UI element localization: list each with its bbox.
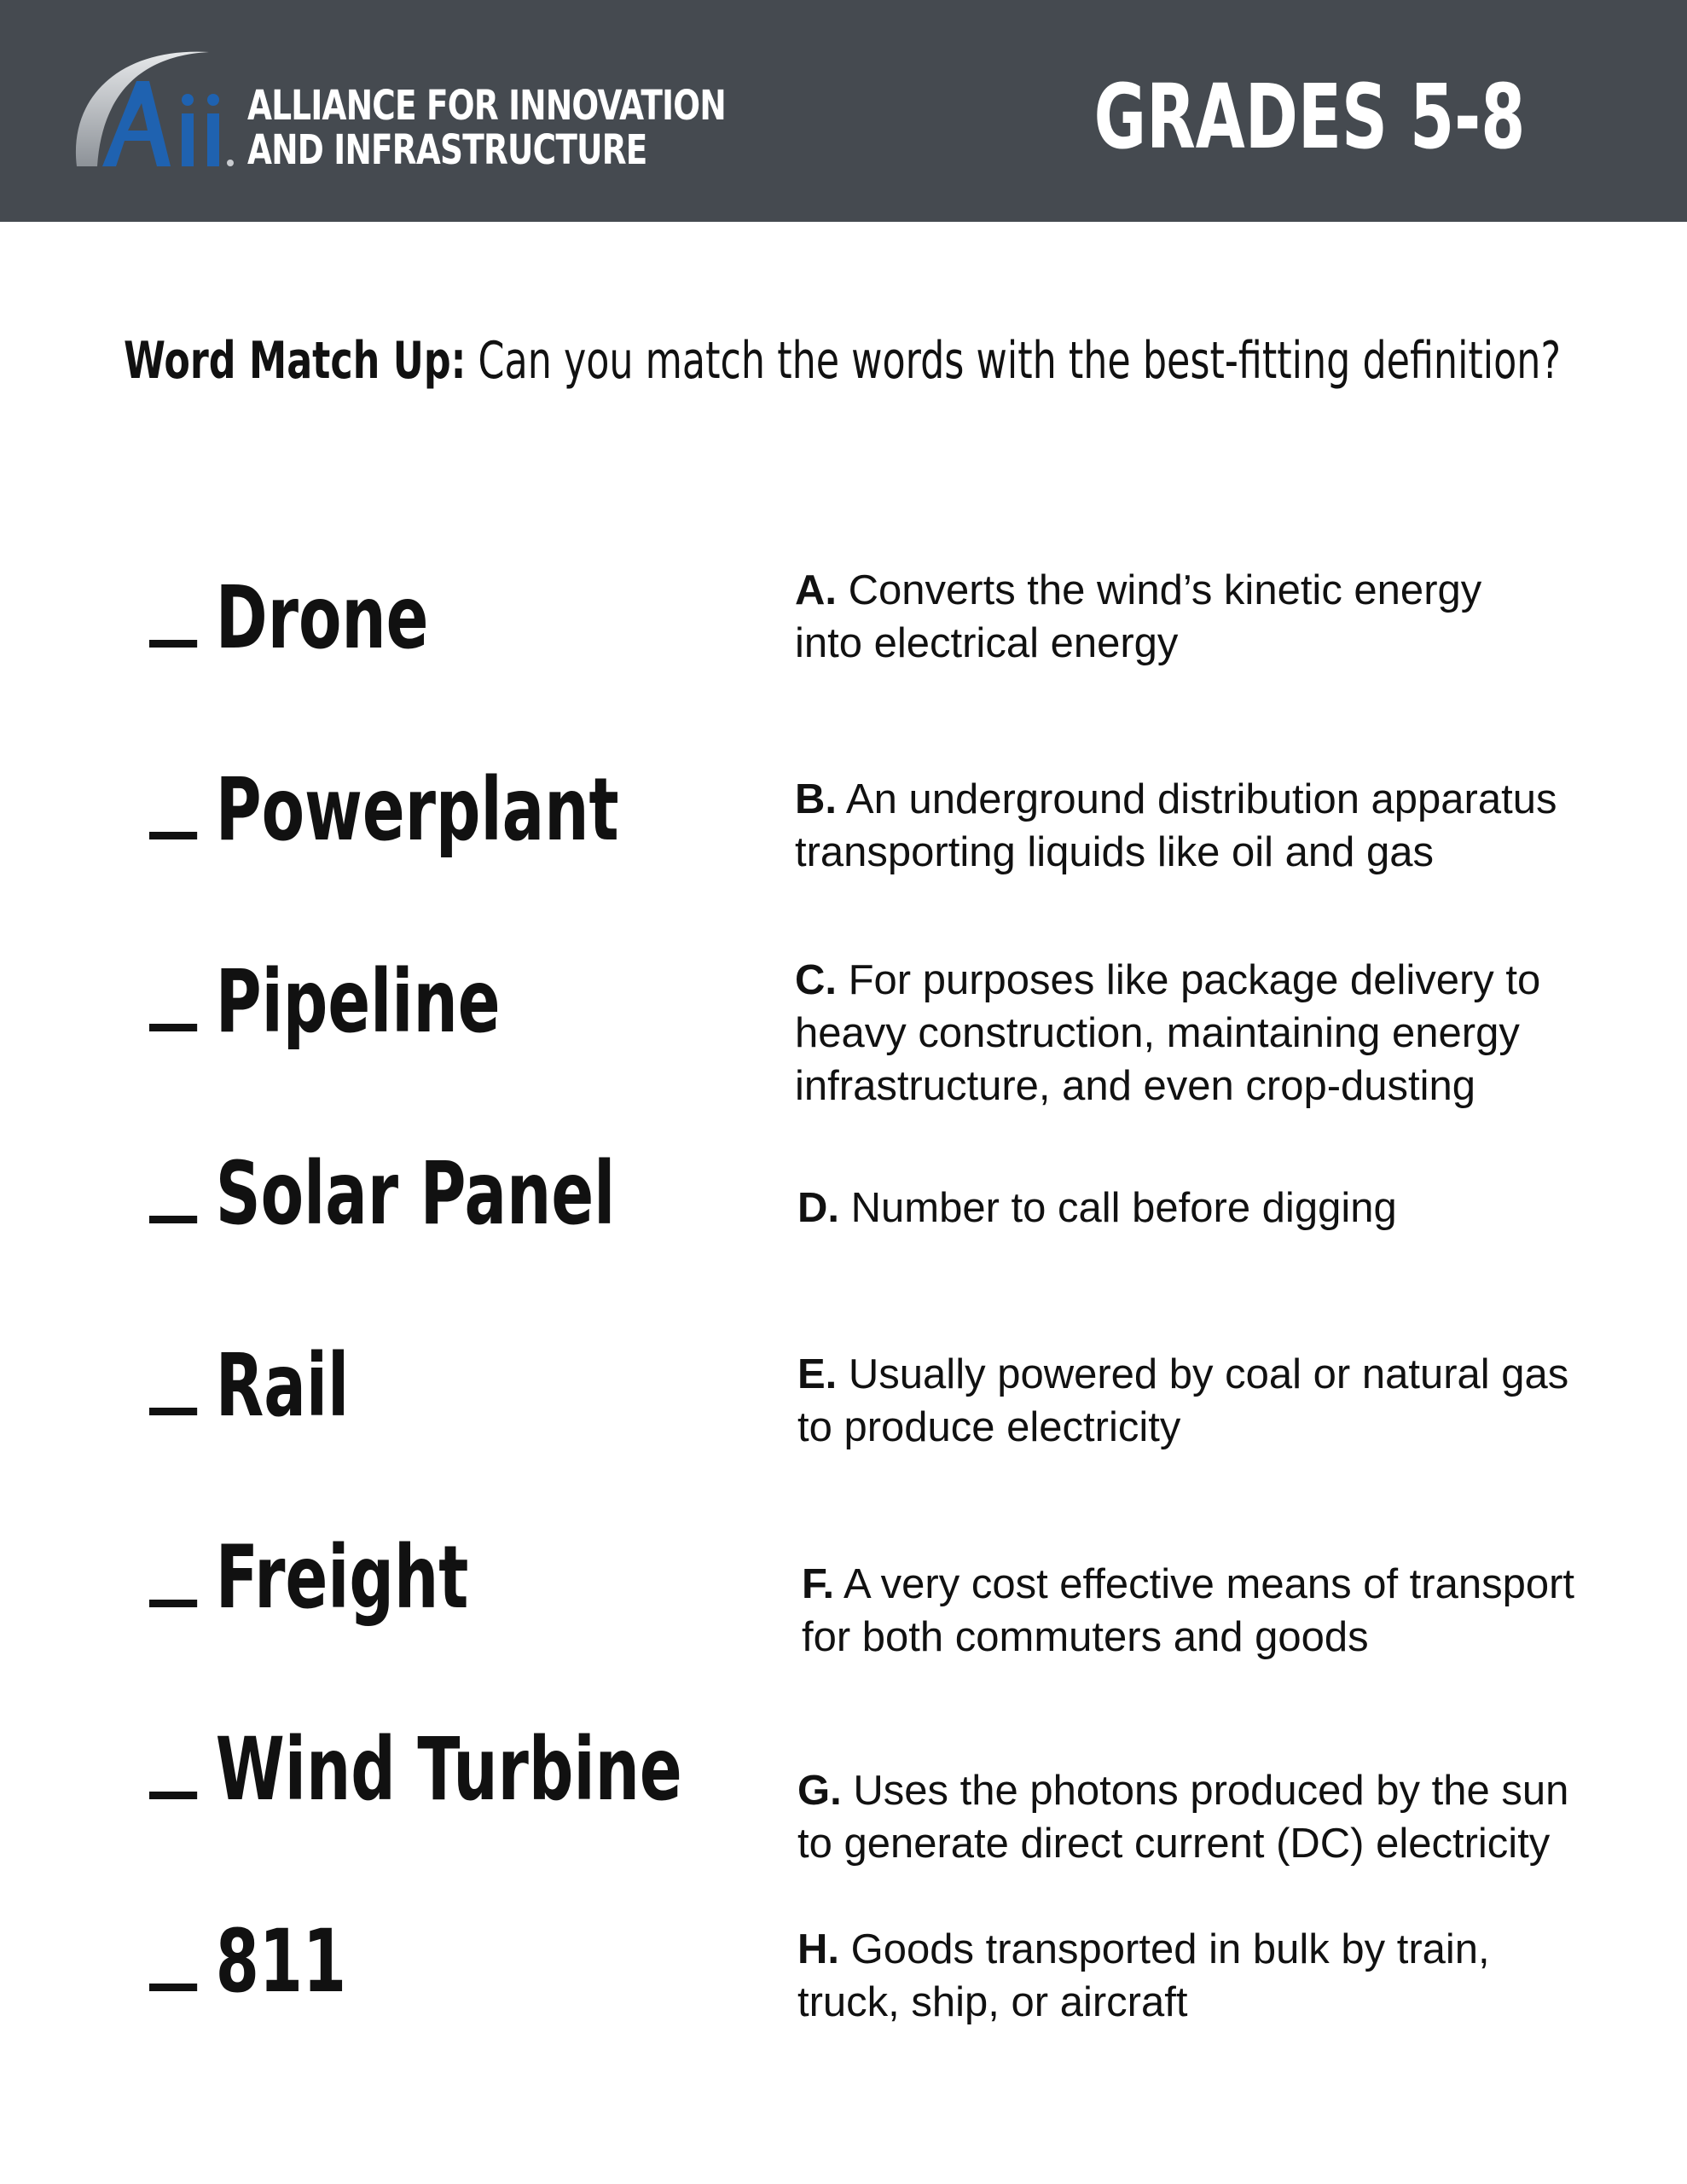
- answer-blank: [149, 1024, 197, 1031]
- answer-blank: [149, 1600, 197, 1607]
- definition-letter: G.: [797, 1768, 842, 1814]
- definition-line: Usually powered by coal or natural gas: [848, 1351, 1569, 1397]
- answer-blank: [149, 1408, 197, 1415]
- answer-blank: [149, 1792, 197, 1799]
- answer-blank: [149, 1216, 197, 1223]
- definition-line: Goods transported in bulk by train,: [850, 1926, 1490, 1972]
- definition-letter: D.: [797, 1185, 839, 1231]
- term-label: Pipeline: [215, 951, 501, 1053]
- definition-line: A very cost effective means of transport: [844, 1561, 1575, 1607]
- organization-name-line1: ALLIANCE FOR INNOVATION: [247, 82, 726, 130]
- term-item: [149, 1719, 682, 1821]
- definition-line: For purposes like package delivery to: [848, 957, 1541, 1003]
- definition-line: into electrical energy: [795, 620, 1179, 666]
- term-label: Drone: [215, 567, 429, 669]
- instructions: [124, 331, 1561, 391]
- term-item: [149, 951, 501, 1053]
- definition-letter: H.: [797, 1926, 839, 1972]
- term-item: [149, 1911, 347, 2013]
- definition-line: An underground distribution apparatus: [845, 776, 1557, 822]
- instructions-text: Can you match the words with the best-fitting definition?: [478, 331, 1562, 391]
- definition-item: [802, 1558, 1638, 1664]
- definition-letter: E.: [797, 1351, 838, 1397]
- definition-item: [797, 1182, 1633, 1234]
- organization-name-line2: AND INFRASTRUCTURE: [247, 126, 647, 174]
- definition-item: [795, 564, 1631, 670]
- term-item: [149, 1335, 350, 1437]
- definition-line: for both commuters and goods: [802, 1614, 1369, 1660]
- definition-line: to produce electricity: [797, 1404, 1181, 1450]
- definition-line: Number to call before digging: [850, 1185, 1397, 1231]
- definition-line: to generate direct current (DC) electricity: [797, 1821, 1551, 1867]
- answer-blank: [149, 1984, 197, 1991]
- term-item: [149, 759, 619, 861]
- term-label: Powerplant: [215, 759, 619, 861]
- term-label: Freight: [215, 1527, 469, 1629]
- definition-item: [797, 1923, 1633, 2029]
- definition-line: truck, ship, or aircraft: [797, 1979, 1188, 2025]
- term-label: Wind Turbine: [215, 1719, 682, 1821]
- definition-letter: C.: [795, 957, 837, 1003]
- definition-letter: F.: [802, 1561, 835, 1607]
- definition-line: infrastructure, and even crop-dusting: [795, 1063, 1476, 1109]
- aii-logo-icon: [68, 47, 239, 183]
- definition-item: [797, 1764, 1633, 1870]
- grade-level: GRADES 5-8: [1093, 65, 1525, 169]
- answer-blank: [149, 832, 197, 839]
- definition-line: transporting liquids like oil and gas: [795, 829, 1435, 875]
- page-header: [0, 0, 1687, 222]
- answer-blank: [149, 640, 197, 648]
- definition-item: [797, 1348, 1633, 1454]
- definition-line: heavy construction, maintaining energy: [795, 1010, 1520, 1056]
- definition-item: [795, 954, 1631, 1112]
- instructions-label: Word Match Up:: [124, 331, 467, 391]
- term-item: [149, 1143, 616, 1245]
- definition-line: Uses the photons produced by the sun: [853, 1768, 1569, 1814]
- definition-item: [795, 773, 1631, 879]
- term-item: [149, 567, 429, 669]
- organization-name: [247, 84, 726, 172]
- term-label: Solar Panel: [215, 1143, 616, 1245]
- term-label: Rail: [215, 1335, 350, 1437]
- term-item: [149, 1527, 469, 1629]
- definition-letter: B.: [795, 776, 837, 822]
- definition-letter: A.: [795, 567, 837, 613]
- term-label: 811: [215, 1911, 347, 2013]
- definition-line: Converts the wind’s kinetic energy: [848, 567, 1482, 613]
